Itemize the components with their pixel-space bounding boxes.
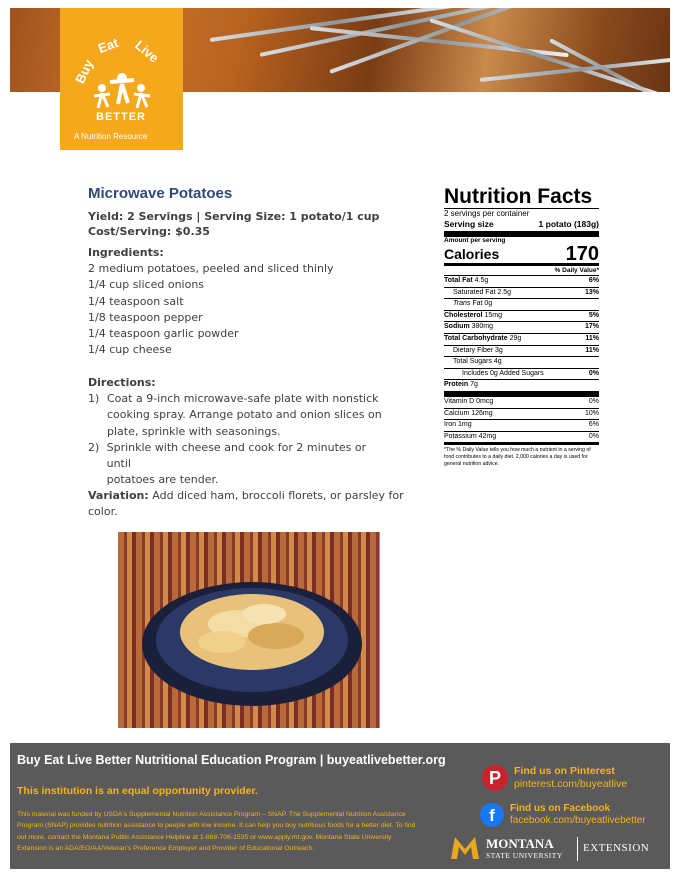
ingredient-item: 2 medium potatoes, peeled and sliced thinly <box>88 262 334 275</box>
calories-label: Calories <box>444 246 500 262</box>
nutrition-facts-label <box>444 186 599 468</box>
nutrition-footnote: *The % Daily Value tells you how much a nutrient in a serving of food contributes to a daily diet. 2,000 calories a day is used for general nutrition advice. <box>444 447 591 468</box>
logo-tagline: A Nutrition Resource <box>74 132 148 141</box>
msu-name: MONTANA <box>486 836 554 851</box>
servings-per-container: 2 servings per container <box>444 208 599 219</box>
pinterest-icon[interactable]: P <box>482 765 508 791</box>
recipe-photo <box>118 532 380 728</box>
serving-size-value: 1 potato (183g) <box>538 219 599 229</box>
step-line: potatoes are tender. <box>106 473 219 487</box>
variation-note <box>88 488 404 521</box>
variation-text-cont: color. <box>88 505 118 519</box>
nutrient-row: Protein 7g <box>444 379 599 391</box>
program-title: Buy Eat Live Better Nutritional Education Program | buyeatlivebetter.org <box>17 753 446 767</box>
variation-text: Add diced ham, broccoli florets, or parsley for <box>148 489 404 502</box>
vitamin-row: Potassium 42mg 0% <box>444 431 599 443</box>
serving-size-row <box>444 219 599 229</box>
buy-eat-live-better-logo <box>60 8 183 150</box>
logo-word-live: Live <box>132 37 162 66</box>
recipe-title: Microwave Potatoes <box>88 185 233 202</box>
logo-word-eat: Eat <box>96 34 121 57</box>
montana-state-m-icon <box>450 835 480 861</box>
footer <box>10 743 670 869</box>
directions-heading: Directions: <box>88 376 156 389</box>
amount-per-serving: Amount per serving <box>444 237 506 244</box>
snap-disclaimer: This material was funded by USDA's Supplemental Nutrition Assistance Program – SNAP. The Supplemental Nutrition Assistance Program (SNAP) provides nutrition assistance to people with low income. It can help you buy nutritious foods for a better diet. To find out more, contact the Montana Public Assistance Helpline at 1-888-706-1535 or www.apply.mt.gov. Montana State University Extension is an ADA/EO/AA/Veteran's Preference Employer and Provider of Educational Outreach. <box>17 811 416 853</box>
recipe-yield: Yield: 2 Servings | Serving Size: 1 potato/1 cup <box>88 210 380 223</box>
nutrient-row: Cholesterol 15mg 5% <box>444 310 599 322</box>
direction-step <box>88 440 388 489</box>
logo-word-better: BETTER <box>96 111 146 123</box>
plate-of-potatoes-image <box>118 532 380 728</box>
calories-row <box>444 245 599 263</box>
direction-step <box>88 391 388 440</box>
step-number: 1) <box>88 392 100 405</box>
ingredient-item: 1/4 teaspoon salt <box>88 294 184 308</box>
nutrient-row: Trans Fat 0g <box>444 298 599 310</box>
facebook-label: Find us on Facebook <box>510 803 611 814</box>
nutrient-row: Total Carbohydrate 29g 11% <box>444 333 599 345</box>
calories-value: 170 <box>565 243 599 265</box>
step-number: 2) <box>88 440 100 454</box>
daily-value-header: % Daily Value* <box>554 267 599 274</box>
recipe-cost: Cost/Serving: $0.35 <box>88 225 210 238</box>
nutrition-facts-title: Nutrition Facts <box>444 185 593 208</box>
nutrient-row: Sodium 380mg 17% <box>444 321 599 333</box>
nutrient-row: Saturated Fat 2.5g 13% <box>444 287 599 299</box>
nutrient-row: Includes 0g Added Sugars 0% <box>444 368 599 380</box>
step-line: Sprinkle with cheese and cook for 2 minutes or until <box>106 440 367 471</box>
pinterest-label: Find us on Pinterest <box>514 765 615 777</box>
step-line: cooking spray. Arrange potato and onion slices on <box>107 408 382 422</box>
nutrient-row: Total Sugars 4g <box>444 356 599 368</box>
pinterest-link[interactable]: pinterest.com/buyeatlive <box>514 778 628 790</box>
equal-opportunity-statement: This institution is an equal opportunity provider. <box>17 785 258 797</box>
facebook-link[interactable]: facebook.com/buyeatlivebetter <box>510 815 646 826</box>
step-line: Coat a 9-inch microwave-safe plate with nonstick <box>107 392 379 405</box>
ingredient-item: 1/8 teaspoon pepper <box>88 310 203 324</box>
nutrient-row: Dietary Fiber 3g 11% <box>444 345 599 357</box>
nutrient-row: Total Fat 4.5g 6% <box>444 275 599 287</box>
ingredients-heading: Ingredients: <box>88 246 164 259</box>
step-line: plate, sprinkle with seasonings. <box>107 424 281 438</box>
msu-subname: STATE UNIVERSITY <box>486 851 563 860</box>
ingredient-item: 1/4 teaspoon garlic powder <box>88 327 239 341</box>
ingredients-list <box>88 261 334 359</box>
logo-word-buy: Buy <box>72 57 97 86</box>
vitamin-row: Calcium 126mg 10% <box>444 408 599 420</box>
ingredient-item: 1/4 cup sliced onions <box>88 278 205 292</box>
msu-extension: EXTENSION <box>583 842 650 854</box>
vitamin-row: Iron 1mg 6% <box>444 419 599 431</box>
facebook-icon[interactable]: f <box>480 803 504 827</box>
variation-label: Variation: <box>88 489 149 502</box>
ingredient-item: 1/4 cup cheese <box>88 343 172 357</box>
directions-list <box>88 391 388 489</box>
serving-size-label: Serving size <box>444 219 494 229</box>
vitamin-row: Vitamin D 0mcg 0% <box>444 397 599 405</box>
